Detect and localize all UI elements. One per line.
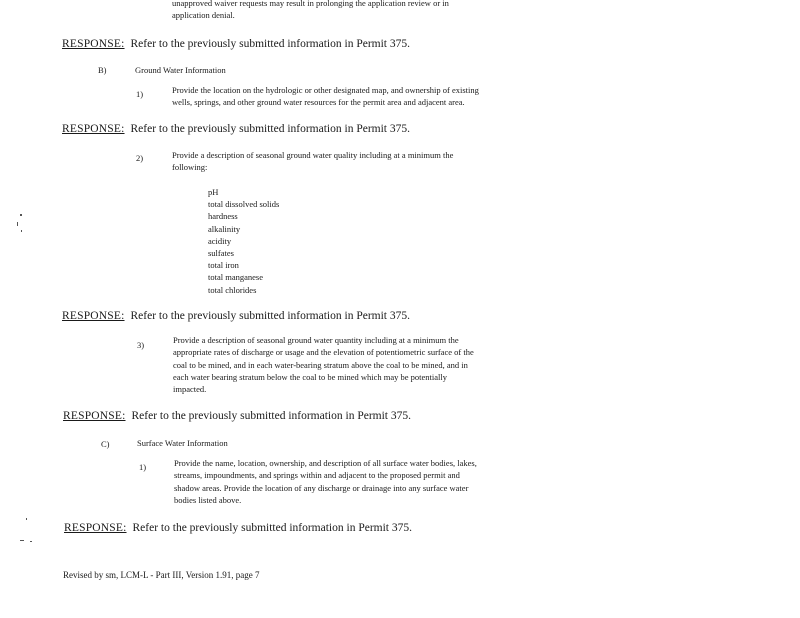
scan-speck xyxy=(26,518,27,520)
item-number: 1) xyxy=(139,462,147,472)
continued-paragraph xyxy=(172,0,449,22)
scan-speck xyxy=(20,540,24,541)
response-label: RESPONSE: xyxy=(64,522,127,534)
response-label: RESPONSE: xyxy=(62,310,125,322)
scan-speck xyxy=(30,541,32,542)
item-b3-text xyxy=(173,334,474,395)
text-line: coal to be mined, and in each water-bearing stratum above the coal to be mined, and in xyxy=(173,359,468,370)
list-item: total iron xyxy=(208,260,239,271)
list-item: sulfates xyxy=(208,248,234,259)
response-label: RESPONSE: xyxy=(62,38,125,50)
response-text: Refer to the previously submitted information in Permit 375. xyxy=(131,410,411,422)
text-line: appropriate rates of discharge or usage and the elevation of potentiometric surface of the xyxy=(173,347,474,358)
text-line: each water bearing stratum below the coal to be mined which may be potentially xyxy=(173,371,448,382)
text-line: application denial. xyxy=(172,10,235,21)
item-c1-text xyxy=(174,457,477,506)
response-text: Refer to the previously submitted information in Permit 375. xyxy=(130,123,410,135)
response-text: Refer to the previously submitted information in Permit 375. xyxy=(130,38,410,50)
response-5 xyxy=(64,522,412,534)
item-number: 2) xyxy=(136,153,144,163)
text-line: following: xyxy=(172,162,208,173)
page-footer: Revised by sm, LCM-L - Part III, Version 1.91, page 7 xyxy=(63,570,260,580)
text-line: bodies listed above. xyxy=(174,494,242,505)
text-line: streams, impoundments, and springs within and adjacent to the proposed permit and xyxy=(174,470,460,481)
section-c-title: Surface Water Information xyxy=(137,438,228,448)
list-item: acidity xyxy=(208,235,232,246)
text-line: wells, springs, and other ground water resources for the permit area and adjacent area. xyxy=(172,97,465,108)
response-text: Refer to the previously submitted information in Permit 375. xyxy=(130,310,410,322)
scan-speck xyxy=(21,230,22,232)
text-line: Provide a description of seasonal ground water quality including at a minimum the xyxy=(172,150,454,160)
text-line: Provide the name, location, ownership, and description of all surface water bodies, lakes, xyxy=(174,458,477,468)
list-item: pH xyxy=(208,187,219,197)
response-4 xyxy=(63,410,411,422)
section-b-title: Ground Water Information xyxy=(135,65,226,75)
text-line: impacted. xyxy=(173,384,207,395)
response-2 xyxy=(62,123,410,135)
list-item: total dissolved solids xyxy=(208,199,280,210)
response-text: Refer to the previously submitted information in Permit 375. xyxy=(132,522,412,534)
response-1 xyxy=(62,38,410,50)
text-line: Provide the location on the hydrologic or other designated map, and ownership of existing xyxy=(172,85,479,95)
scan-speck xyxy=(20,214,22,216)
item-b2-text xyxy=(172,149,453,174)
scan-speck xyxy=(17,222,18,226)
list-item: total manganese xyxy=(208,272,263,283)
text-line: unapproved waiver requests may result in prolonging the application review or in xyxy=(172,0,449,8)
response-label: RESPONSE: xyxy=(62,123,125,135)
item-number: 1) xyxy=(136,89,144,99)
list-item: hardness xyxy=(208,211,238,222)
section-b-letter: B) xyxy=(98,65,107,75)
item-number: 3) xyxy=(137,340,145,350)
section-c-letter: C) xyxy=(101,439,110,449)
item-b1-text xyxy=(172,84,479,109)
list-item: total chlorides xyxy=(208,284,257,295)
text-line: shadow areas. Provide the location of any discharge or drainage into any surface water xyxy=(174,482,469,493)
water-quality-parameters xyxy=(208,186,279,296)
response-3 xyxy=(62,310,410,322)
list-item: alkalinity xyxy=(208,223,241,234)
text-line: Provide a description of seasonal ground water quantity including at a minimum the xyxy=(173,335,459,345)
response-label: RESPONSE: xyxy=(63,410,126,422)
